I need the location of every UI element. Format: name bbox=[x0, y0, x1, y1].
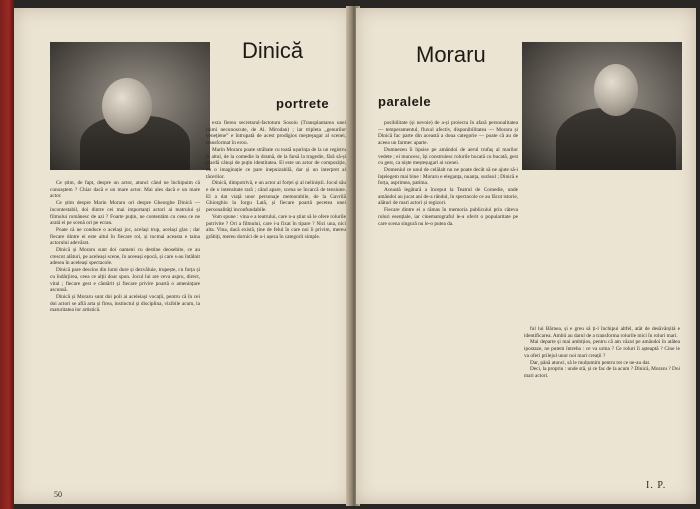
paragraph: Dinică și Moraru sunt doi oameni cu destine deosebite, ce au crescut alături, pe aceleași scene, în aceeași epocă, și care s-au întâlnit adesea în aceleași spectacole. bbox=[50, 247, 200, 267]
portrait-photo-moraru bbox=[522, 42, 682, 170]
article-subtitle-left: portrete bbox=[276, 96, 330, 111]
paragraph: Fiecare dintre ei a rămas în memoria publicului prin câteva roluri esențiale, iar cinematograful le-a oferit o popularitate pe care scena singură nu le-o putea da. bbox=[378, 207, 518, 227]
article-title-left: Dinică bbox=[242, 38, 304, 63]
paragraph: Vom spune : vina e a teatrului, care n-a știut să le ofere rolurile potrivite ? Ori a filmului, care i-a fixat în tipare ? Nici una, nici alta. Vina, dacă există, ține de felul în care noi îi privim, mereu grăbiți, mereu dornici de a-i așeza în categorii simple. bbox=[206, 213, 346, 240]
page-number: 50 bbox=[54, 490, 62, 499]
paragraph: Dumnezeu îi lipsise pe amândoi de aerul trufaș al marilor vedete ; ei muncesc, își construiesc rolurile bucată cu bucată, gest cu gest, ca niște meșteșugari ai scenei. bbox=[378, 146, 518, 167]
paragraph: Marin Moraru poate străbate cu toată ușurința de la un registru la altul, de la comedie la dramă, de la farsă la tragedie, fără să-și piardă câtuși de puțin identitatea. El este un actor de compoziție, cu o imaginație ce pare inepuizabilă, dar și un interpret al tăcerilor. bbox=[206, 146, 346, 180]
paragraph: Domeniul ce unul de celălalt nu ne poate decât să ne ajute să-i înțelegem mai bine : Moraru e eleganța, nuanța, surâsul ; Dinică e forța, asprimea, patima. bbox=[378, 166, 518, 187]
text-column-left-1 bbox=[50, 180, 200, 492]
article-title-right: Moraru bbox=[416, 42, 486, 67]
book-cover-edge bbox=[0, 0, 14, 509]
paragraph: exta fierea secretarul-factotum Sosoiu (Transplantarea unei inimi necunoscute, de Al. Mirodan) ; iar tripleta „genurilor veneţiene” e întrupată de acest prodigios meşteşugar al scenei, transformat în erou. bbox=[206, 120, 346, 147]
text-column-right-1 bbox=[378, 120, 518, 494]
paragraph: Dar, până atunci, să le mulțumim pentru tot ce ne-au dat. bbox=[530, 359, 651, 366]
portrait-photo-dinica bbox=[50, 42, 210, 170]
paragraph: Mai departe și mai ambițios, pentru că am văzut pe amândoi în atâtea ipostaze, ne putem întreba : ce va urma ? Ce roluri îi așteaptă ? Cine le va oferi prilejul unor noi mari creații ? bbox=[524, 339, 680, 359]
paragraph: Deci, la propriu : unde stă, și ce fac de la acum ? Dinică, Moraru ? Doi mari actori. bbox=[524, 366, 680, 379]
paragraph: ful lui Bărnea, și e greu să ți-l închipui altfel, atât de desăvârșită e identificarea. Ambii au darul de a transforma rolurile mici în roluri mari. bbox=[524, 326, 680, 339]
article-subtitle-right: paralele bbox=[378, 94, 432, 109]
paragraph: Ce știm, de fapt, despre un actor, atunci când ne închipuim că cunoaștem ? Chiar dacă e un mare actor. Mai ales dacă e un mare actor. bbox=[50, 180, 200, 200]
paragraph: posibilitate (și nevoie) de a-și proiecta în afară personalitatea — temperamentul, fluxul afectiv, disponibilitatea — Moraru și Dinică fac parte din această a doua categorie — poate că au de aceea un farmec aparte. bbox=[378, 120, 518, 147]
text-column-right-2 bbox=[524, 326, 680, 476]
author-signature: I. P. bbox=[646, 480, 667, 491]
right-page bbox=[356, 8, 696, 504]
paragraph: Poate că ne conduce o același joc, același trup, același glas ; dar fiecare dintre ei este altul în fiecare rol, și tocmai aceasta e taina actorului adevărat. bbox=[50, 226, 200, 247]
paragraph: Dinică și Moraru sunt doi poli ai aceleiași vocații, pentru că în cei doi actori se află arta și firea, instinctul și disciplina, vizibile acum, la maturitatea lor artistică. bbox=[50, 293, 200, 314]
paragraph: Ce știm despre Marin Moraru ori despre Gheorghe Dinică — incontestabil, doi dintre cei mai importanți actori ai teatrului și filmului românesc de azi ? Foarte puțin, ne contentăm cu ceea ce ne arată ei pe scenă ori pe ecran. bbox=[50, 200, 200, 227]
left-page bbox=[14, 8, 352, 504]
text-column-left-2 bbox=[206, 120, 346, 492]
paragraph: Dinică, dimpotrivă, e un actor al forței și al neliniștii. Jocul său e de o intensitate rară ; când apare, scena se încarcă de tensiune. El a dat viață unor personaje memorabile, de la Gavrilă Ghiorghiu la Iorgu Lată, și fiecare poartă pecetea unei personalități inconfundabile. bbox=[206, 180, 346, 214]
paragraph: Această legătură a început la Teatrul de Comedie, unde amândoi au jucat ani de-a rândul, în spectacole ce au făcut istorie, alături de mari actori și regizori. bbox=[378, 187, 518, 207]
paragraph: Dinică pare descins din lumi dure și dezvăluie, trupește, cu forța și cu îndârjirea, ceea ce alții doar spun. Jocul lui are ceva aspru, direct, vital ; fiecare gest e cântărit și fiecare privire poartă o amenințare ascunsă. bbox=[50, 267, 200, 294]
